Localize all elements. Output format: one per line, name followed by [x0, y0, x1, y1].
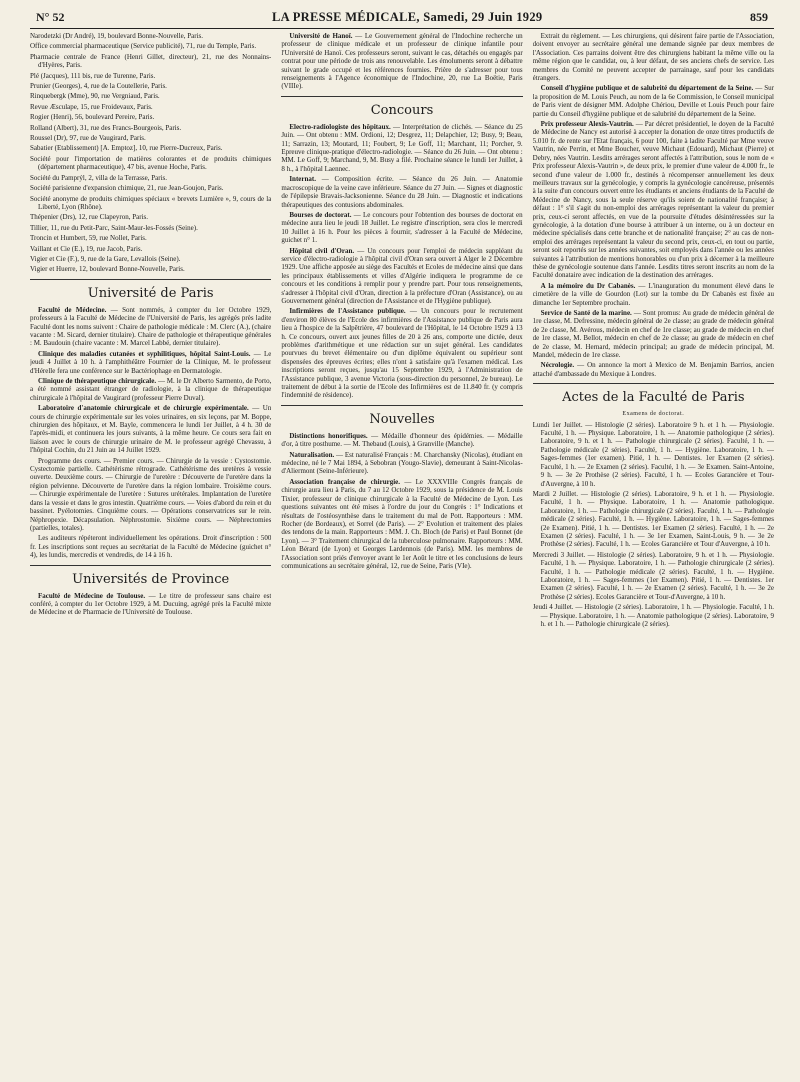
article-heading: Prix professeur Alexis-Vautrin.	[540, 120, 634, 129]
list-item: Société anonyme de produits chimiques spéciaux « brevets Lumière », 9, cours de la Liberté, Lyon (Rhône).	[30, 194, 272, 211]
article-text: — Médaille d'honneur des épidémies. — Médaille d'or, à titre posthume. — M. Thebaud (Louis), à Granville (Manche).	[281, 431, 523, 449]
actes-subtitle: Examens de doctorat.	[622, 411, 685, 418]
article-paragraph	[30, 350, 271, 375]
article-heading: Bourses de doctorat.	[289, 210, 352, 219]
article-heading: Faculté de Médecine de Toulouse.	[38, 591, 146, 600]
page-number: 859	[749, 10, 768, 24]
article-text: — Par décret présidentiel, le doyen de la Faculté de Médecine de Nancy est autorisé à accepter la donation de onze titres productifs de 5.010 fr. de rente sur l'Etat français, 6 pour 100, faite à ladite Faculté par Mme veuve Vautrin, née Perrin, et Mme Boucher, veuve Michaut (Edouard), Michaut (Pierre) et Debry, nées Vautrin. Lesdits arrérages seront affectés à l'attribution, sous le nom de « Prix professeur Alexis-Vautrin », de deux prix, le premier d'une valeur de 4.000 fr., le second d'une valeur de 1.000 fr., destinés à récompenser annuellement les deux meilleurs travaux sur la gynécologie, y compris la gynécologie cancéreuse, présentés à la suite d'un concours ouvert entre les étudiants et anciens étudiants de la Faculté de Médecine de Nancy, sous la seule réserve qu'ils soient de nationalité française; à défaut : 1° s'il s'agit du non-emploi des arrérages représentant la valeur du premier prix, ceux-ci seront affectés, en vue de la poursuite d'études désintéressées sur la gynécologie, à la dotation d'une bourse à attribuer à un interne, ou à un docteur en médecine spécialisés dans cette branche et de nationalité française; 2° au cas de non-emploi des arrérages représentant la valeur du second prix, ceux-ci, en tout ou partie, seront soit reportés sur les années suivantes, soit employés dans l'année ou les années suivantes à l'attribution de mentions honorables ou d'un prix à décerner à la meilleure thèse de gynécologie soutenue dans l'année. Lesdits titres seront inscrits au nom de la Faculté donataire avec indication de la destination des arrérages.	[532, 120, 774, 280]
universite-paris-articles	[30, 306, 271, 560]
article-paragraph	[281, 247, 522, 306]
section-title-actes-faculte: Actes de la Faculté de Paris	[562, 390, 745, 406]
list-item: Rinquebergk (Mme), 90, rue Vergniaud, Paris.	[30, 92, 160, 101]
article-paragraph	[30, 534, 271, 559]
journal-title: LA PRESSE MÉDICALE, Samedi, 29 Juin 1929	[272, 10, 543, 24]
article-paragraph	[281, 175, 522, 209]
article-text: — On annonce la mort à Mexico de M. Benjamin Barrios, ancien attaché d'ambassade du Mexique à Londres.	[532, 361, 774, 378]
article-paragraph	[30, 306, 271, 348]
article-text: — Un cours de chirurgie expérimentale sur les voies urinaires, en six leçons, par M. Boppe, chirurgien des hôpitaux, et M. Bayle, commencera le lundi 1er Juillet, à 4 h. 30 de l'après-midi, et continuera les jours suivants, à la même heure. Ce cours sera fait en liaison avec le cours de chirurgie urinaire de M. le professeur agrégé Chevassu, à l'hôpital Cochin, du 21 Juin au 14 Juillet 1929.	[30, 404, 272, 455]
article-paragraph	[533, 120, 774, 280]
article-heading: Service de Santé de la marine.	[540, 309, 632, 317]
section-divider	[30, 565, 271, 566]
header-rule	[30, 28, 774, 29]
article-text: Programme des cours. — Premier cours. — Chirurgie de la vessie : Cystostomie. Cystectomie partielle. Cathétérisme rétrograde. Cathétérisme des uretères à vessie ouverte. Deuxième cours. — Chirurgie de l'uretère : Découverte de l'uretère dans la région pelvienne. Découverte de l'uretère dans la région lombaire. Troisième cours. — Chirurgie expérimentale de l'uretère : Sutures urétérales. Implantation de l'uretère dans la vessie et dans le gros intestin. Quatrième cours. — Voies d'abord du rein et du bassinet. Pyélotomies. Cinquième cours. — Opérations conservatrices sur le rein. Néphropexie. Décapsulation. Néphrostomie. Sixième cours. — Néphrectomies (partielles, totales).	[30, 456, 272, 532]
section-divider	[281, 96, 522, 97]
section-title-nouvelles: Nouvelles	[369, 411, 435, 427]
article-paragraph	[30, 592, 271, 617]
supplier-list	[30, 32, 271, 274]
column-1	[30, 32, 271, 1072]
article-text: — Un concours pour le recrutement d'environ 80 élèves de l'Ecole des infirmières de l'Assistance publique de Paris aura lieu à l'hospice de la Salpêtrière, 47 boulevard de l'Hôpital, le 14 Octobre 1929 à 13 h. Ce concours, ouvert aux jeunes filles de 20 à 26 ans, comporte une dictée, deux problèmes d'arithmétique et une rédaction sur un sujet général. Les candidates pourvues du brevet élémentaire ou d'un diplôme équivalent ou supérieur sont dispensées des épreuves écrites; elles n'ont à satisfaire qu'à l'examen médical. Les inscriptions seront reçues, jusqu'au 15 Septembre 1929, à l'Administration de l'Assistance publique, 3 avenue Victoria (sous-direction du personnel, 2e bureau). Le traitement de début à la sortie de l'Ecole des Infirmières est de 11.840 fr. (y compris l'indemnité de résidence).	[281, 307, 523, 400]
list-item: Société parisienne d'expansion chimique, 21, rue Jean-Goujon, Paris.	[30, 184, 224, 193]
article-paragraph	[281, 478, 522, 570]
list-item: Troncin et Humbert, 59, rue Nollet, Paris.	[30, 234, 147, 243]
article-heading: Université de Hanoï.	[289, 32, 353, 40]
article-heading: Clinique des maladies cutanées et syphilitiques, hôpital Saint-Louis.	[38, 349, 251, 358]
article-text: — L'inauguration du monument élevé dans le cimetière de la ville de Gourdon (Lot) sur la tombe du Dr Cabanès est fixée au dimanche 1er Septembre prochain.	[532, 281, 774, 307]
list-item: Société pour l'importation de matières colorantes et de produits chimiques (département pharmaceutique), 47 bis, avenue Hoche, Paris.	[30, 154, 272, 172]
list-item: Vaillant et Cie (E.), 19, rue Jacob, Paris.	[30, 244, 143, 253]
list-item: Tillier, 11, rue du Petit-Parc, Saint-Maur-les-Fossés (Seine).	[30, 223, 198, 232]
article-heading: Electro-radiologiste des hôpitaux.	[289, 122, 391, 131]
section-divider	[281, 405, 522, 406]
article-paragraph	[281, 432, 522, 449]
article-text: — Sont promus: Au grade de médecin général de 1re classe, M. Defressine, médecin général de 2e classe; au grade de médecin général de 2e classe, M. Avérous, médecin en chef de 1re classe; au grade de médecin en chef de 1re classe, M. Bellot, médecin en chef de 2e classe; au grade de médecin en chef de 2e classe, M. Hernard, médecin principal; au grade de médecin principal, M. Mandel, médecin de 1re classe.	[532, 309, 774, 360]
article-paragraph	[281, 451, 522, 476]
columns	[30, 32, 774, 1072]
list-item: Thépenier (Drs), 12, rue Clapeyron, Paris.	[30, 213, 148, 222]
article-paragraph	[533, 32, 774, 82]
issue-number: N° 52	[36, 10, 65, 24]
article-heading: A la mémoire du Dr Cabanès.	[540, 281, 636, 290]
article-text: — Le titre de professeur sans chaire est conféré, à compter du 1er Octobre 1929, à M. Ducuing, agrégé près la Faculté mixte de Médecine et de Pharmacie de l'Université de Toulouse.	[30, 591, 272, 617]
article-paragraph	[281, 32, 522, 91]
list-item: Prunier (Georges), 4, rue de la Coutellerie, Paris.	[30, 82, 167, 91]
hanoi-article	[281, 32, 522, 91]
article-paragraph	[30, 404, 271, 454]
list-item: Société du Pamprýl, 2, villa de la Terrasse, Paris.	[30, 173, 168, 182]
list-item: Pharmacie centrale de France (Henri Gillet, directeur), 21, rue des Nonnains-d'Hyères, Paris.	[30, 52, 272, 70]
list-item: Rolland (Albert), 31, rue des Francs-Bourgeois, Paris.	[30, 123, 182, 132]
list-item: Sabatier (Etablissement) [A. Emptoz], 10, rue Pierre-Ducreux, Paris.	[30, 144, 223, 153]
concours-articles	[281, 123, 522, 400]
section-title-concours: Concours	[370, 102, 434, 118]
article-heading: Clinique de thérapeutique chirurgicale.	[38, 377, 157, 385]
list-item: Revue Æsculape, 15, rue Froidevaux, Paris.	[30, 102, 153, 111]
article-text: — Sont nommés, à compter du 1er Octobre 1929, professeurs à la Faculté de Médecine de l'Université de Paris, les agrégés près ladite Faculté dont les noms suivent : Chaire de pathologie médicale : M. Clerc (A.), (chaire vacante : M. Sicard, dernier titulaire). Chaire de pathologie et thérapeutique générales : M. Baudouin (chaire vacante : M. Marcel Labbé, dernier titulaire).	[30, 305, 272, 348]
article-paragraph	[533, 84, 774, 118]
article-heading: Faculté de Médecine.	[38, 305, 107, 314]
article-paragraph	[30, 457, 271, 533]
universites-province-articles	[30, 592, 271, 617]
article-text: — Le jeudi 4 Juillet à 10 h. à l'amphithéâtre Fournier de la Clinique, M. le professeur d'Hérelle fera une conférence sur le Bactériophage en Dermatologie.	[30, 349, 272, 375]
list-item: Vigier et Huerre, 12, boulevard Bonne-Nouvelle, Paris.	[30, 265, 185, 274]
section-title-universite-paris: Université de Paris	[87, 285, 214, 301]
section-divider	[533, 383, 774, 384]
article-text: — Le Gouvernement général de l'Indochine recherche un professeur de clinique médicale et un professeur de clinique infantile pour l'Université de Hanoï. Ces professeurs seront, suivant le cas, détachés ou engagés par contrat pour une période de trois ans renouvelable. Les émoluments seront à débattre suivant le grade occupé et les références fournies. Prière de s'adresser pour tous renseignements à l'Agence économique de l'Indochine, 20, rue La Boëtie, Paris (VIIIe).	[281, 32, 523, 91]
article-heading: Conseil d'hygiène publique et de salubrité du département de la Seine.	[540, 84, 754, 93]
article-heading: Internat.	[289, 175, 316, 184]
article-text: — Le concours pour l'obtention des bourses de doctorat en médecine aura lieu le jeudi 18 Juillet. Le registre d'inscription, sera clos le mercredi 10 Juillet à 16 h. Pour les pièces à fournir, s'adresser à la Faculté de Médecine, guichet n° 1.	[281, 210, 523, 245]
list-item: Jeudi 4 Juillet. — Histologie (2 séries). Laboratoire, 1 h. — Physiologie. Faculté, 1 h. — Physique. Laboratoire, 1 h. — Anatomie pathologique (2 séries). Laboratoire, 9 h. et 1 h. — Pathologie chirurgicale (2 séries).	[532, 603, 774, 628]
article-text: — M. le Dr Alberto Sarmento, de Porto, a été nommé assistant étranger de radiologie, à la clinique de thérapeutique chirurgicale à l'hôpital de Vaugirard (professeur Pierre Duval).	[30, 377, 272, 402]
list-item: Mercredi 3 Juillet. — Histologie (2 séries). Laboratoire, 9 h. et 1 h. — Physiologie. Faculté, 1 h. — Physique. Laboratoire, 1 h. — Pathologie chirurgicale (2 séries). Faculté, 1 h. — Pathologie médicale (2 séries). Faculté, 1 h. — Hygiène. Laboratoire, 1 h. — Sages-femmes (1er Examen). Pitié, 1 h. — Dentistes. 1er Examen (2 séries). Faculté, 1 h. — 2e Examen (2 séries). Faculté, 1 h. — 3e 2e Prothèse (2 séries). Ecoles Garancière et Tour-d'Auvergne, à 10 h.	[532, 550, 774, 601]
list-item: Rogier (Henri), 56, boulevard Pereire, Paris.	[30, 113, 155, 122]
article-paragraph	[533, 361, 774, 378]
article-text: Les auditeurs répéteront individuellement les opérations. Droit d'inscription : 500 fr. Les inscriptions sont reçues au secrétariat de la Faculté de Médecine (guichet n° 4), les lundis, mercredis et vendredis, de 14 à 16 h.	[30, 534, 272, 560]
list-item: Narodetzki (Dr André), 19, boulevard Bonne-Nouvelle, Paris.	[30, 32, 204, 40]
section-divider	[30, 279, 271, 280]
list-item: Vigier et Cie (F.), 9, rue de la Gare, Levallois (Seine).	[30, 254, 181, 263]
article-text: — Le XXXVIIIe Congrès français de chirurgie aura lieu à Paris, du 7 au 12 Octobre 1929, sous la présidence de M. Louis Tixier, professeur de clinique chirurgicale à la Faculté de Médecine de Lyon. Les questions suivantes ont été mises à l'ordre du jour du Congrès : 1° Indications et résultats de l'ostéosynthèse dans le traitement du mal de Pott. Rapporteurs : MM. Rocher (de Bordeaux), et Sorrel (de Paris). — 2° Evolution et traitement des plaies des tendons de la main. Rapporteurs : MM. J. Ch. Bloch (de Paris) et Paul Bonnet (de Lyon). — 3° Traitement chirurgical de la tuberculose pulmonaire. Rapporteurs : MM. Léon Bérard (de Lyon) et Georges Lardennois (de Paris). MM. les membres de l'Association sont priés d'envoyer avant le 1er Août le titre et les conclusions de leurs communications au secrétaire général, 12, rue de Seine, Paris (VIe).	[281, 477, 523, 570]
article-text: — Composition écrite. — Séance du 26 Juin. — Anatomie macroscopique de la veine cave inférieure. Séance du 27 Juin. — Signes et diagnostic de l'épilepsie Bravais-Jacksonienne. Séance du 28 Juin. — Diagnostic et indications thérapeutiques des contusions abdominales.	[281, 175, 523, 209]
article-heading: Association française de chirurgie.	[289, 477, 401, 486]
list-item: Roussel (Dr), 97, rue de Vaugirard, Paris.	[30, 134, 146, 143]
column-2	[281, 32, 522, 1072]
article-heading: Naturalisation.	[289, 450, 335, 459]
article-paragraph	[30, 377, 271, 402]
article-heading: Hôpital civil d'Oran.	[289, 246, 355, 255]
article-heading: Nécrologie.	[540, 361, 575, 370]
article-paragraph	[533, 282, 774, 307]
list-item: Mardi 2 Juillet. — Histologie (2 séries). Laboratoire, 9 h. et 1 h. — Physiologie. Faculté, 1 h. — Physique. Laboratoire, 1 h. — Anatomie pathologique. Laboratoire, 1 h. — Pathologie chirurgicale (2 séries). Faculté, 1 h. — Pathologie médicale (2 séries). Faculté, 1 h. — Hygiène. Laboratoire, 1 h. — Sages-femmes (2e Examen). Pitié, 1 h. — Dentistes. 1er Examen (2 séries). Faculté, 1 h. — 2e Examen (2 séries). Faculté, 1 h. — 3e 1er Examen, Saint-Louis, 9 h. — 3e 2e Prothèse (2 séries). Faculté, 1 h. — Ecoles Garancière et Tour d'Auvergne, à 10 h.	[532, 489, 774, 549]
article-text: — Est naturalisé Français : M. Charchansky (Nicolas), étudiant en médecine, né le 7 Mai 1894, à Sebobran (Yougo-Slavie), demeurant à Saint-Nicolas-d'Aliermont (Seine-Inférieure).	[281, 450, 523, 476]
column-3	[533, 32, 774, 1072]
nouvelles-articles	[281, 432, 522, 571]
article-text: — Sur la proposition de M. Louis Peuch, au nom de la 6e Commission, le Conseil municipal de Paris vient de désigner MM. Adolphe Chériou, Deville et Louis Peuch pour faire partie du Conseil d'hygiène publique et de salubrité du département de la Seine.	[532, 84, 774, 118]
section-title-universites-province: Universités de Province	[72, 571, 230, 587]
news-continued-articles	[533, 32, 774, 378]
article-text: — Un concours pour l'emploi de médecin suppléant du service d'électro-radiologie à l'hôpital civil d'Oran sera ouvert à Alger le 2 Décembre 1929. Une affiche apposée au siège des Facultés et Ecoles de médecine ainsi que dans les principaux établissements et villes d'Algérie indiquera le programme de ce concours et les conditions à remplir pour y prendre part. Pour tous renseignements, s'adresser à l'hôpital civil d'Oran, direction à la préfecture d'Oran (Assistance), ou au Gouvernement général (direction de l'Assistance et de l'Hygiène publique).	[281, 246, 523, 305]
article-heading: Infirmières de l'Assistance publique.	[289, 307, 406, 316]
list-item: Plé (Jacques), 111 bis, rue de Turenne, Paris.	[30, 71, 156, 80]
article-heading: Laboratoire d'anatomie chirurgicale et de chirurgie expérimentale.	[38, 404, 249, 413]
list-item: Office commercial pharmaceutique (Service publicité), 71, rue du Temple, Paris.	[30, 42, 257, 51]
article-paragraph	[281, 123, 522, 173]
article-paragraph	[281, 211, 522, 245]
article-paragraph	[281, 307, 522, 399]
article-text: Extrait du règlement. — Les chirurgiens, qui désirent faire partie de l'Association, doivent envoyer au secrétaire général une demande signée par deux membres de l'Association. Ces parrains doivent être des chirurgiens habitant la même ville ou la même région que le candidat, ou, à leur défaut, de ses anciens chefs de service. Les membres du Comité ne peuvent accepter de parrainage, sauf pour les candidats étrangers.	[532, 32, 774, 83]
exam-schedule	[533, 421, 774, 629]
article-text: — Interprétation de clichés. — Séance du 25 Juin. — Ont obtenu : MM. Ordioni, 12; Desgrez, 11; Delapchier, 12; Busy, 9; Beau, 11; Sarrazin, 13; Moutard, 11; Foubert, 9; Le Goff, 11; Marchant, 11; Porcher, 9. Epreuve clinique-pratique d'électro-radiologie. — Séance du 26 Juin. — Ont obtenu : MM. Le Goff, 9; Marchand, 9, M. Busy a filé. Prochaine séance le lundi 1er Juillet, à 8 h., à l'hôpital Laennec.	[281, 122, 523, 173]
article-paragraph	[533, 309, 774, 359]
list-item: Lundi 1er Juillet. — Histologie (2 séries). Laboratoire 9 h. et 1 h. — Physiologie. Faculté, 1 h. — Physique. Laboratoire, 1 h. — Anatomie pathologique (2 séries). Laboratoire, 9 h. et 1 h. — Pathologie chirurgicale (2 séries). Faculté, 1 h. — Pathologie médicale (2 séries). Faculté, 1 h. — Hygiène. Laboratoire, 1 h. — Sages-femmes (1er examen). Pitié, 1 h. — Dentistes. 1er Examen (2 séries). Faculté, 1 h. — 2e Examen (2 séries). Faculté, 1 h. — 3e Examen. Saint-Antoine, 9 h. — 3e 2e Prothèse (2 séries). Faculté, 1 h. — Ecoles Garancière et Tour-d'Auvergne, à 10 h.	[532, 420, 774, 488]
page-header	[30, 8, 774, 28]
article-heading: Distinctions honorifiques.	[289, 431, 368, 440]
